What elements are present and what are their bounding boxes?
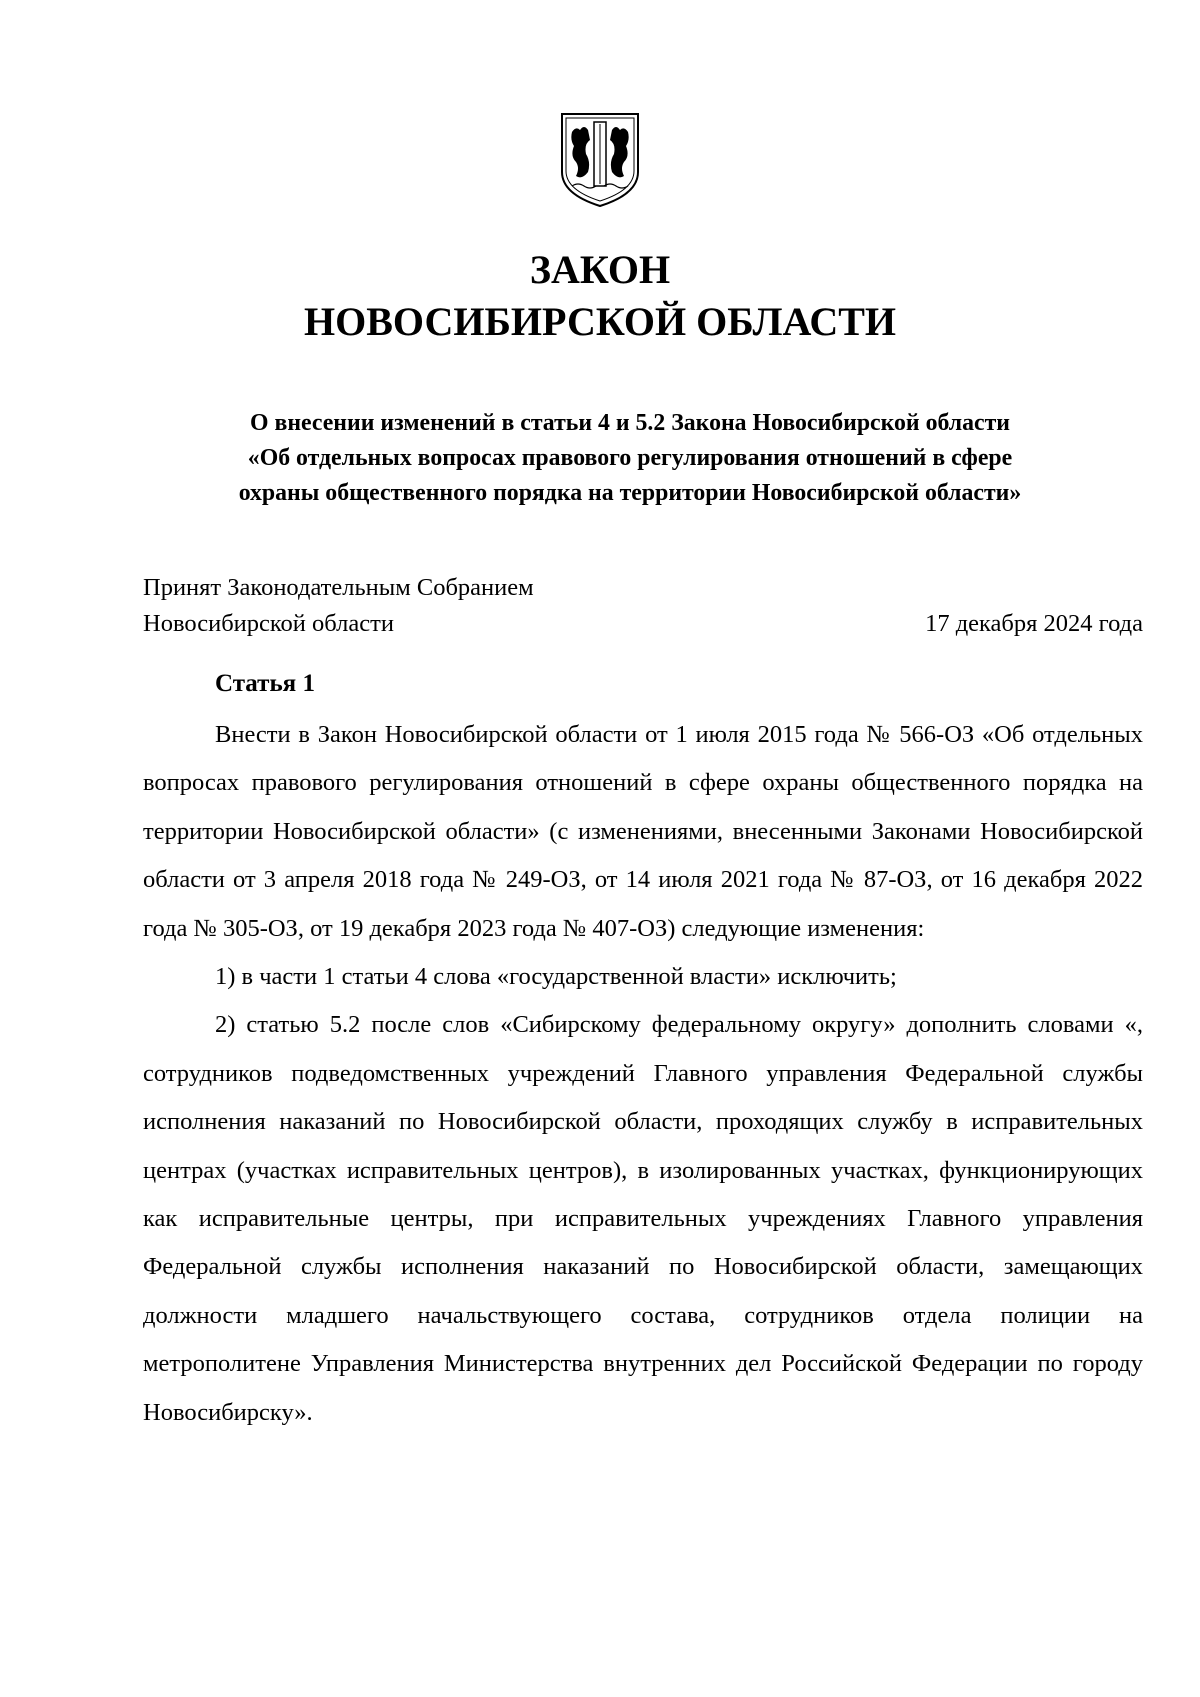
coat-of-arms-icon [558,110,642,210]
article-intro-paragraph: Внести в Закон Новосибирской области от 1 июля 2015 года № 566-ОЗ «Об отдельных вопросах правового регулирования отношений в сфере охраны общественного порядка на территории Новосибирской области» (с изменениями, внесенными Законами Новосибирской области от 3 апреля 2018 года № 249-ОЗ, от 14 июля 2021 года № 87-ОЗ, от 16 декабря 2022 года № 305-ОЗ, от 19 декабря 2023 года № 407-ОЗ) следующие изменения: [143,721,1143,942]
adoption-line2: Новосибирской области [143,610,394,637]
law-title-line2: НОВОСИБИРСКОЙ ОБЛАСТИ [303,299,897,344]
adoption-block [143,570,1143,642]
article-body [143,711,1143,1437]
law-title [0,244,1200,348]
law-subject-line2: «Об отдельных вопросах правового регулирования отношений в сфере [247,445,1013,471]
article-item-2: 2) статью 5.2 после слов «Сибирскому федеральному округу» дополнить словами «, сотрудников подведомственных учреждений Главного управления Федеральной службы исполнения наказаний по Новосибирской области, проходящих службу в исправительных центрах (участках исправительных центров), в изолированных участках, функционирующих как исправительные центры, при исправительных учреждениях Главного управления Федеральной службы исполнения наказаний по Новосибирской области, замещающих должности младшего начальствующего состава, сотрудников отдела полиции на метрополитене Управления Министерства внутренних дел Российской Федерации по городу Новосибирску». [143,1011,1143,1426]
adoption-line1: Принят Законодательным Собранием [143,574,534,601]
law-subject [140,406,1120,511]
law-subject-line1: О внесении изменений в статьи 4 и 5.2 Закона Новосибирской области [250,410,1010,436]
law-title-line1: ЗАКОН [529,247,671,292]
law-subject-line3: охраны общественного порядка на территории Новосибирской области» [238,480,1022,506]
article-item-1: 1) в части 1 статьи 4 слова «государственной власти» исключить; [215,963,897,991]
adoption-date: 17 декабря 2024 года [925,610,1143,637]
article-heading: Статья 1 [215,670,315,697]
